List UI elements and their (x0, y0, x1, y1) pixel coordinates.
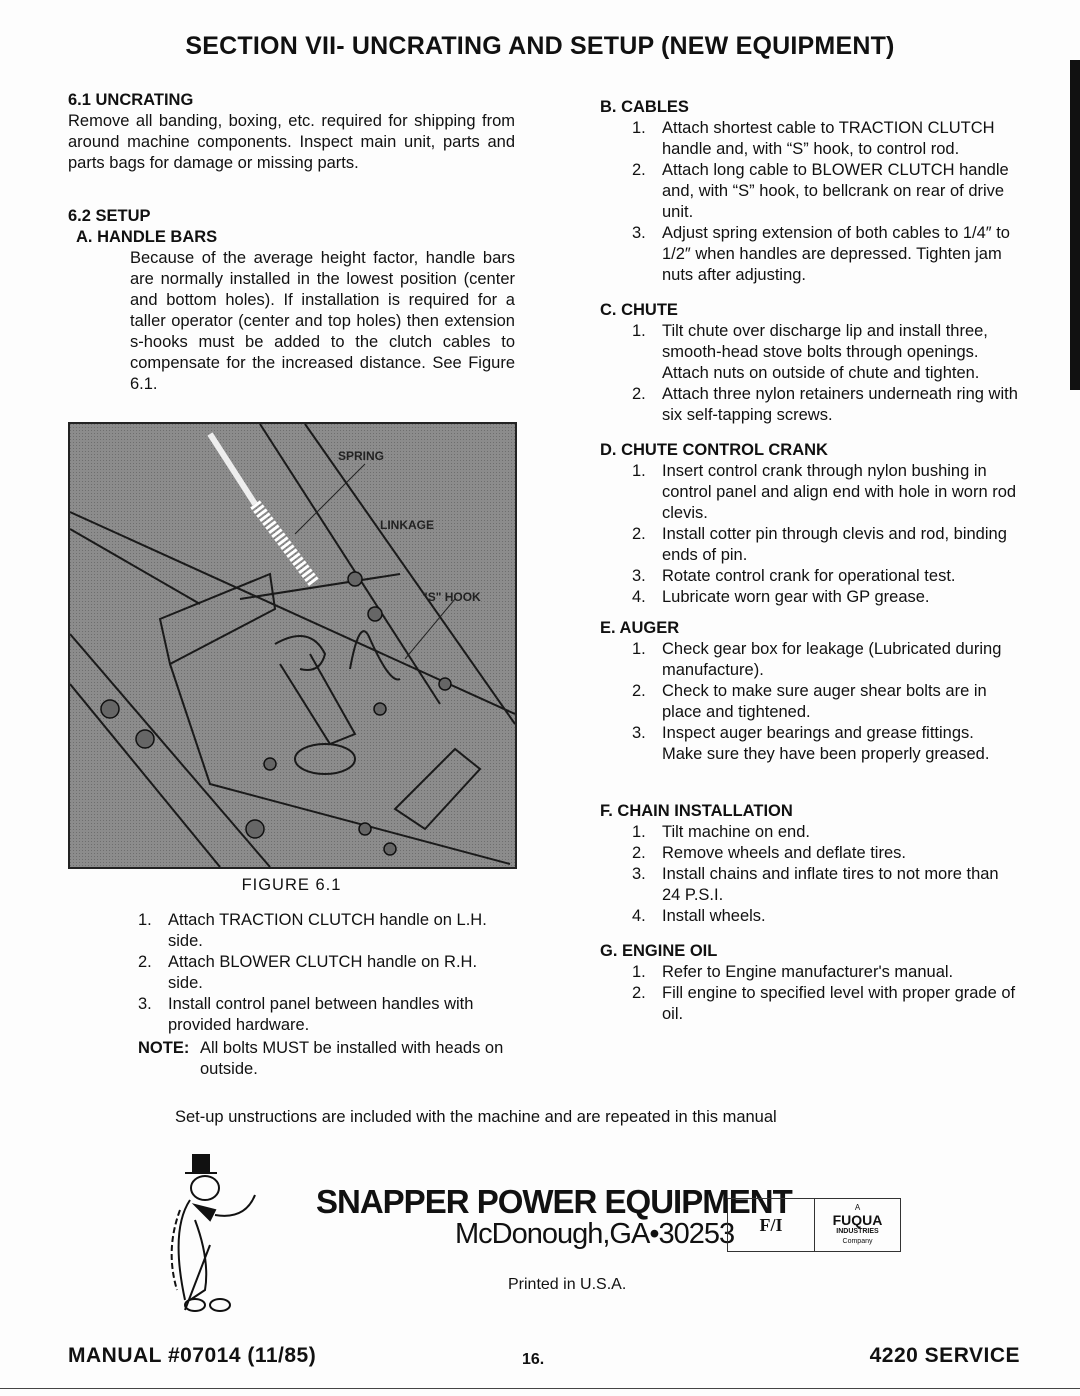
item-text: Inspect auger bearings and grease fittings. Make sure they have been properly greased. (662, 724, 990, 763)
list-item (600, 160, 1018, 223)
section-auger (600, 618, 1018, 765)
item-text: Rotate control crank for operational test. (662, 567, 956, 585)
item-number: 1. (632, 640, 646, 658)
note: NOTE: All bolts MUST be installed with heads on outside. (138, 1039, 504, 1078)
setup-note: Set-up unstructions are included with the machine and are repeated in this manual (175, 1108, 777, 1126)
item-number: 1. (632, 823, 646, 841)
bottom-rule (0, 1388, 1080, 1389)
item-text: Tilt chute over discharge lip and install three, smooth-head stove bolts through openings. Attach nuts on outside of chute and tighten. (662, 322, 988, 382)
list-item: 1. Attach TRACTION CLUTCH handle on L.H. side. (138, 911, 487, 950)
item-text: Attach long cable to BLOWER CLUTCH handle and, with “S” hook, to bellcrank on rear of drive unit. (662, 161, 1009, 221)
figure-6-1 (68, 422, 517, 869)
fuqua-logo: A FUQUA INDUSTRIES Company (832, 1203, 883, 1245)
list-item (600, 983, 1018, 1025)
list-item (600, 681, 1018, 723)
item-text: Install wheels. (662, 907, 766, 925)
list-item: 2. Attach BLOWER CLUTCH handle on R.H. side. (138, 953, 478, 992)
list-item (600, 566, 1018, 587)
figure-label-linkage: LINKAGE (380, 518, 434, 532)
section-heading: B. CABLES (600, 98, 689, 116)
list-item (600, 384, 1018, 426)
section-chute-control-crank (600, 440, 1018, 608)
list-item (600, 864, 1018, 906)
list-item (600, 587, 1018, 608)
section-chute (600, 300, 1018, 426)
model-service: 4220 SERVICE (869, 1344, 1020, 1367)
section-heading: G. ENGINE OIL (600, 942, 718, 960)
list-item (600, 461, 1018, 524)
item-number: 3. (632, 224, 646, 242)
section-heading: E. AUGER (600, 619, 680, 637)
item-number: 1. (632, 119, 646, 137)
item-number: 2. (632, 385, 646, 403)
item-text: Insert control crank through nylon bushing in control panel and align end with hole in worn rod clevis. (662, 462, 1017, 522)
left-steps (138, 910, 516, 1080)
left-column (68, 90, 515, 395)
list-item (600, 723, 1018, 765)
item-number: 3. (632, 567, 646, 585)
list-item (600, 223, 1018, 286)
item-text: Fill engine to specified level with proper grade of oil. (662, 984, 1016, 1023)
section-engine-oil (600, 941, 1018, 1025)
item-text: Remove wheels and deflate tires. (662, 844, 906, 862)
list-item (600, 524, 1018, 566)
item-text: Install chains and inflate tires to not more than 24 P.S.I. (662, 865, 999, 904)
item-text: Lubricate worn gear with GP grease. (662, 588, 930, 606)
section-heading: C. CHUTE (600, 301, 678, 319)
turtle-mascot-logo (165, 1150, 275, 1320)
right-column (600, 97, 1018, 1025)
item-text: Install cotter pin through clevis and rod, binding ends of pin. (662, 525, 1007, 564)
item-text: Check to make sure auger shear bolts are in place and tightened. (662, 682, 987, 721)
item-number: 2. (632, 161, 646, 179)
page-number: 16. (522, 1351, 545, 1368)
item-number: 2. (632, 844, 646, 862)
item-text: Attach shortest cable to TRACTION CLUTCH handle and, with “S” hook, to control rod. (662, 119, 995, 158)
item-text: Tilt machine on end. (662, 823, 810, 841)
uncrating-heading: 6.1 UNCRATING (68, 91, 194, 109)
printed-in: Printed in U.S.A. (508, 1276, 627, 1293)
brand-address: McDonough,GA•30253 (455, 1218, 735, 1250)
list-item (600, 639, 1018, 681)
section-heading: D. CHUTE CONTROL CRANK (600, 441, 828, 459)
mechanism-illustration (70, 424, 515, 867)
item-number: 1. (632, 963, 646, 981)
item-number: 1. (632, 322, 646, 340)
item-text: Attach three nylon retainers underneath ring with six self-tapping screws. (662, 385, 1018, 424)
item-text: Check gear box for leakage (Lubricated during manufacture). (662, 640, 1002, 679)
item-text: Refer to Engine manufacturer's manual. (662, 963, 954, 981)
brand-name: SNAPPER POWER EQUIPMENT (316, 1183, 792, 1220)
handle-bars-text: Because of the average height factor, handle bars are normally installed in the lowest position (center and bottom holes). If installation is required for a taller operator (center and top holes) then extension s-hooks must be added to the clutch cables to compensate for the increased distance. See Figure 6.1. (130, 249, 515, 393)
scan-edge-mark (1070, 60, 1080, 390)
item-number: 4. (632, 907, 646, 925)
list-item (600, 822, 1018, 843)
list-item (600, 906, 1018, 927)
list-item: 3. Install control panel between handles with provided hardware. (138, 995, 474, 1034)
item-number: 2. (632, 984, 646, 1002)
fuqua-logo-box (727, 1198, 901, 1252)
figure-label-spring: SPRING (338, 449, 385, 463)
handle-bars-heading: A. HANDLE BARS (76, 228, 218, 246)
list-item (600, 321, 1018, 384)
item-number: 4. (632, 588, 646, 606)
figure-caption: FIGURE 6.1 (241, 876, 342, 894)
list-item (600, 962, 1018, 983)
section-chain-installation (600, 801, 1018, 927)
fi-logo: F/I (728, 1199, 815, 1251)
item-number: 2. (632, 682, 646, 700)
item-number: 3. (632, 865, 646, 883)
section-cables (600, 97, 1018, 286)
manual-number: MANUAL #07014 (11/85) (68, 1344, 317, 1367)
page-title: SECTION VII- UNCRATING AND SETUP (NEW EQUIPMENT) (185, 32, 895, 60)
figure-label-s-hook: "S" HOOK (422, 590, 481, 604)
list-item (600, 843, 1018, 864)
item-number: 3. (632, 724, 646, 742)
section-heading: F. CHAIN INSTALLATION (600, 802, 793, 820)
item-number: 1. (632, 462, 646, 480)
setup-heading: 6.2 SETUP (68, 207, 151, 225)
list-item (600, 118, 1018, 160)
item-number: 2. (632, 525, 646, 543)
uncrating-text: Remove all banding, boxing, etc. required for shipping from around machine components. Inspect main unit, parts and parts bags for damage or missing parts. (68, 112, 515, 172)
item-text: Adjust spring extension of both cables to 1/4″ to 1/2″ when handles are depressed. Tighten jam nuts after adjusting. (662, 224, 1010, 284)
